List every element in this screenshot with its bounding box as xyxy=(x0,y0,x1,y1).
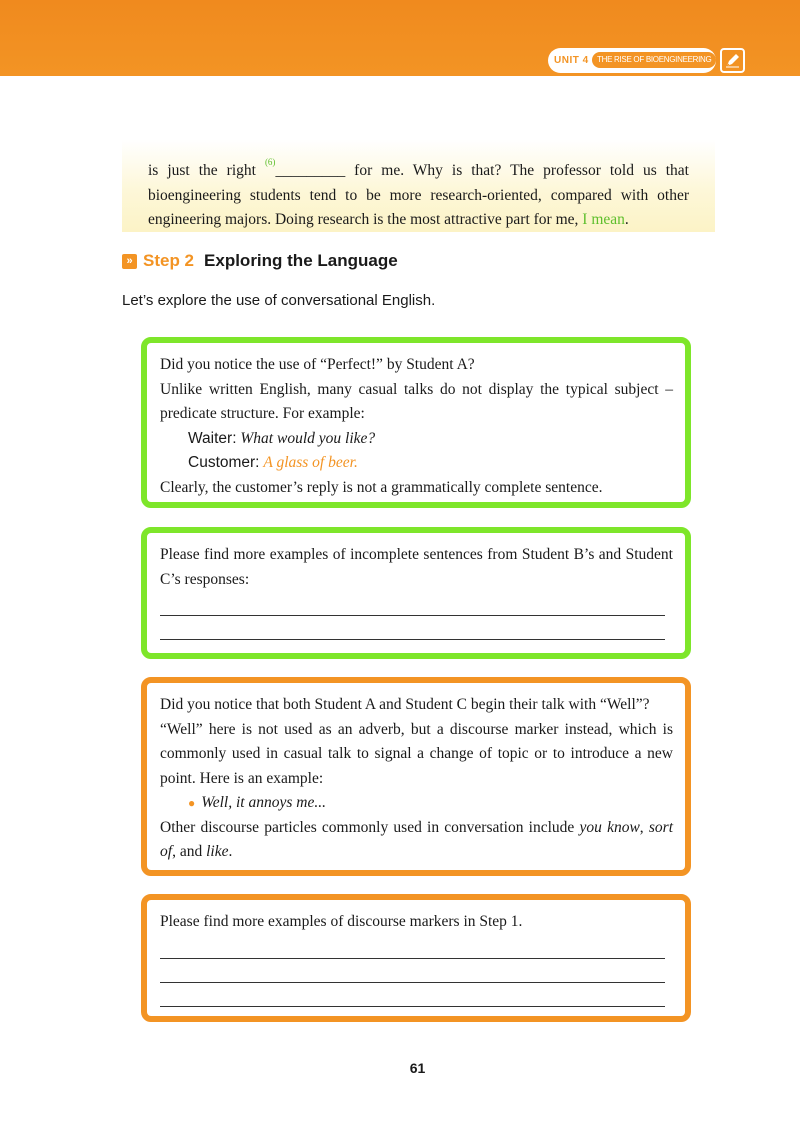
example-text: Well, it annoys me... xyxy=(201,794,326,811)
customer-label: Customer: xyxy=(188,454,260,471)
box1-line1: Did you notice the use of “Perfect!” by Student A? xyxy=(160,356,475,373)
bullet-icon: ● xyxy=(188,796,196,810)
highlight-phrase: I mean xyxy=(582,211,625,228)
term-you-know: you know xyxy=(579,818,640,836)
customer-text: A glass of beer. xyxy=(263,454,358,471)
exercise-box-incomplete-sentences xyxy=(141,527,691,659)
answer-line[interactable] xyxy=(160,983,665,1007)
waiter-text: What would you like? xyxy=(240,429,376,447)
exercise-box-discourse-markers xyxy=(141,894,691,1022)
carryover-part: _________ for me. Why is that? The professor told us that bioengineering students tend to be more research-oriented, compared with other engineering majors. Doing research is the most attractive part for me, xyxy=(148,162,689,228)
answer-line[interactable] xyxy=(160,935,665,959)
separator: , and xyxy=(172,843,207,860)
carryover-text xyxy=(148,150,689,233)
period: . xyxy=(228,843,233,860)
page-number: 61 xyxy=(409,1060,426,1076)
carryover-end: . xyxy=(624,211,629,228)
carryover-part: is just the right xyxy=(148,162,265,179)
step-title: Exploring the Language xyxy=(204,251,398,270)
intro-text: Let’s explore the use of conversational English. xyxy=(122,292,436,309)
box3-line3 xyxy=(160,816,673,865)
carryover-passage xyxy=(122,140,715,232)
box3-line1: Did you notice that both Student A and Student C begin their talk with “Well”? xyxy=(160,696,650,713)
answer-line[interactable] xyxy=(160,959,665,983)
box3-line3-text: Other discourse particles commonly used in conversation include xyxy=(160,818,580,836)
box1-line2: Unlike written English, many casual talks do not display the typical subject – predicate structure. For example: xyxy=(160,380,673,422)
term-like: like xyxy=(206,843,229,860)
note-box-discourse-markers xyxy=(141,677,691,876)
separator: , xyxy=(639,818,649,836)
answer-line[interactable] xyxy=(160,616,665,640)
customer-line xyxy=(160,451,673,476)
unit-label: UNIT 4 xyxy=(554,55,589,66)
answer-line[interactable] xyxy=(160,592,665,616)
step-heading xyxy=(122,251,398,271)
term-sort-of: sort of xyxy=(160,818,673,860)
example-line xyxy=(160,791,673,816)
pen-icon xyxy=(720,48,745,73)
box3-line2: “Well” here is not used as an adverb, but a discourse marker instead, which is commonly used in casual talk to signal a change of topic or to introduce a new point. Here is an example: xyxy=(160,720,673,787)
blank-number: (6) xyxy=(264,157,276,167)
waiter-line xyxy=(160,427,673,452)
waiter-label: Waiter: xyxy=(188,429,237,447)
box2-prompt: Please find more examples of incomplete sentences from Student B’s and Student C’s responses: xyxy=(160,546,673,588)
double-chevron-icon: » xyxy=(122,254,137,269)
unit-title: THE RISE OF BIOENGINEERING xyxy=(592,52,716,68)
step-number: Step 2 xyxy=(143,251,195,270)
note-box-incomplete-sentences xyxy=(141,337,691,508)
box4-prompt: Please find more examples of discourse markers in Step 1. xyxy=(160,913,523,930)
box1-line3: Clearly, the customer’s reply is not a grammatically complete sentence. xyxy=(160,478,603,496)
